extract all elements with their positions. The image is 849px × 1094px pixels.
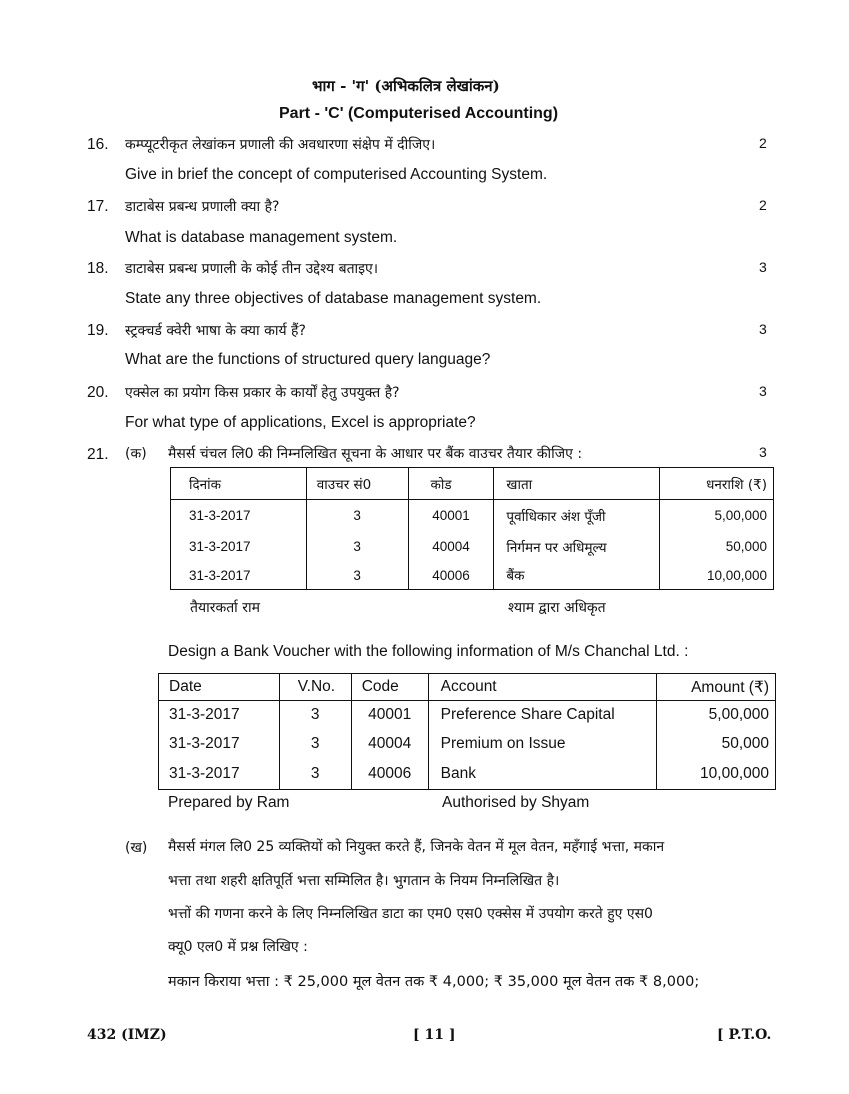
cell-amount: 50,000 [657, 730, 776, 759]
cell-code: 40001 [408, 500, 494, 532]
paper-code: 432 (IMZ) [87, 1027, 167, 1043]
table-row [159, 701, 776, 730]
cell-voucher-no: 3 [279, 759, 351, 790]
cell-date: 31-3-2017 [159, 759, 280, 790]
header-voucher-no: वाउचर सं0 [306, 468, 408, 500]
table-header-row [159, 674, 776, 701]
cell-account: पूर्वाधिकार अंश पूँजी [494, 500, 660, 532]
part-b-line: मैसर्स मंगल लि0 25 व्यक्तियों को नियुक्त करते हैं, जिनके वेतन में मूल वेतन, महँगाई भत्ता, मकान [168, 839, 665, 855]
question-marks: 3 [759, 321, 767, 337]
cell-voucher-no: 3 [279, 701, 351, 730]
cell-amount: 10,00,000 [660, 562, 774, 590]
cell-date: 31-3-2017 [171, 532, 307, 562]
question-hindi: डाटाबेस प्रबन्ध प्रणाली के कोई तीन उद्देश्य बताइए। [125, 261, 379, 277]
part-b-line: भत्ता तथा शहरी क्षतिपूर्ति भत्ता सम्मिलित है। भुगतान के नियम निम्नलिखित है। [168, 873, 560, 889]
header-amount: धनराशि (₹) [660, 468, 774, 500]
question-hindi: डाटाबेस प्रबन्ध प्रणाली क्या है? [125, 199, 280, 215]
authorised-by-hindi: श्याम द्वारा अधिकृत [508, 600, 606, 616]
cell-amount: 5,00,000 [657, 701, 776, 730]
question-english: What are the functions of structured query language? [125, 351, 491, 368]
authorised-by-english: Authorised by Shyam [442, 794, 590, 811]
table-row [159, 759, 776, 790]
page-number: [ 11 ] [413, 1027, 456, 1043]
question-english: What is database management system. [125, 229, 398, 246]
bank-voucher-table-hindi [170, 467, 774, 590]
question-number: 20. [87, 384, 109, 401]
question-number: 16. [87, 136, 109, 153]
cell-code: 40001 [351, 701, 428, 730]
section-title-hindi: भाग - 'ग' (अभिकलित्र लेखांकन) [312, 77, 500, 95]
table-row [171, 532, 774, 562]
bank-voucher-table-english [158, 673, 776, 790]
question-number: 19. [87, 322, 109, 339]
cell-account: Bank [428, 759, 657, 790]
cell-date: 31-3-2017 [171, 500, 307, 532]
cell-code: 40004 [351, 730, 428, 759]
cell-code: 40006 [351, 759, 428, 790]
question-marks: 3 [759, 383, 767, 399]
header-account: Account [428, 674, 657, 701]
question-english: Give in brief the concept of computerised Accounting System. [125, 166, 548, 183]
question-marks: 2 [759, 197, 767, 213]
question-number: 21. [87, 446, 109, 463]
question-marks: 2 [759, 135, 767, 151]
question-english: For what type of applications, Excel is appropriate? [125, 414, 476, 431]
cell-amount: 50,000 [660, 532, 774, 562]
cell-amount: 5,00,000 [660, 500, 774, 532]
part-label: (क) [125, 446, 147, 462]
question-number: 18. [87, 260, 109, 277]
header-date: दिनांक [171, 468, 307, 500]
part-label: (ख) [125, 840, 148, 856]
header-account: खाता [494, 468, 660, 500]
table-row [171, 562, 774, 590]
question-marks: 3 [759, 259, 767, 275]
prepared-by-hindi: तैयारकर्ता राम [190, 600, 260, 616]
pto-label: [ P.T.O. [717, 1027, 772, 1043]
cell-amount: 10,00,000 [657, 759, 776, 790]
question-hindi: स्ट्रक्चर्ड क्वेरी भाषा के क्या कार्य हैं? [125, 323, 306, 339]
cell-voucher-no: 3 [306, 562, 408, 590]
cell-voucher-no: 3 [279, 730, 351, 759]
table-row [159, 730, 776, 759]
part-b-line: मकान किराया भत्ता : ₹ 25,000 मूल वेतन तक ₹ 4,000; ₹ 35,000 मूल वेतन तक ₹ 8,000; [168, 974, 700, 990]
cell-date: 31-3-2017 [159, 730, 280, 759]
cell-code: 40004 [408, 532, 494, 562]
part-b-line: क्यू0 एल0 में प्रश्न लिखिए : [168, 939, 308, 955]
cell-voucher-no: 3 [306, 500, 408, 532]
header-code: Code [351, 674, 428, 701]
header-code: कोड [408, 468, 494, 500]
question-hindi: मैसर्स चंचल लि0 की निम्नलिखित सूचना के आधार पर बैंक वाउचर तैयार कीजिए : [168, 446, 583, 462]
cell-account: निर्गमन पर अधिमूल्य [494, 532, 660, 562]
question-hindi: एक्सेल का प्रयोग किस प्रकार के कार्यों हेतु उपयुक्त है? [125, 385, 400, 401]
cell-voucher-no: 3 [306, 532, 408, 562]
question-english: Design a Bank Voucher with the following information of M/s Chanchal Ltd. : [168, 643, 689, 660]
question-marks: 3 [759, 444, 767, 460]
cell-code: 40006 [408, 562, 494, 590]
question-number: 17. [87, 198, 109, 215]
section-title-english: Part - 'C' (Computerised Accounting) [279, 105, 559, 122]
cell-date: 31-3-2017 [159, 701, 280, 730]
part-b-line: भत्तों की गणना करने के लिए निम्नलिखित डाटा का एम0 एस0 एक्सेस में उपयोग करते हुए एस0 [168, 906, 653, 922]
question-hindi: कम्प्यूटरीकृत लेखांकन प्रणाली की अवधारणा संक्षेप में दीजिए। [125, 137, 436, 153]
header-amount: Amount (₹) [657, 674, 776, 701]
question-english: State any three objectives of database management system. [125, 290, 542, 307]
prepared-by-english: Prepared by Ram [168, 794, 290, 811]
table-header-row [171, 468, 774, 500]
cell-account: Premium on Issue [428, 730, 657, 759]
cell-account: Preference Share Capital [428, 701, 657, 730]
header-voucher-no: V.No. [279, 674, 351, 701]
header-date: Date [159, 674, 280, 701]
cell-account: बैंक [494, 562, 660, 590]
cell-date: 31-3-2017 [171, 562, 307, 590]
table-row [171, 500, 774, 532]
